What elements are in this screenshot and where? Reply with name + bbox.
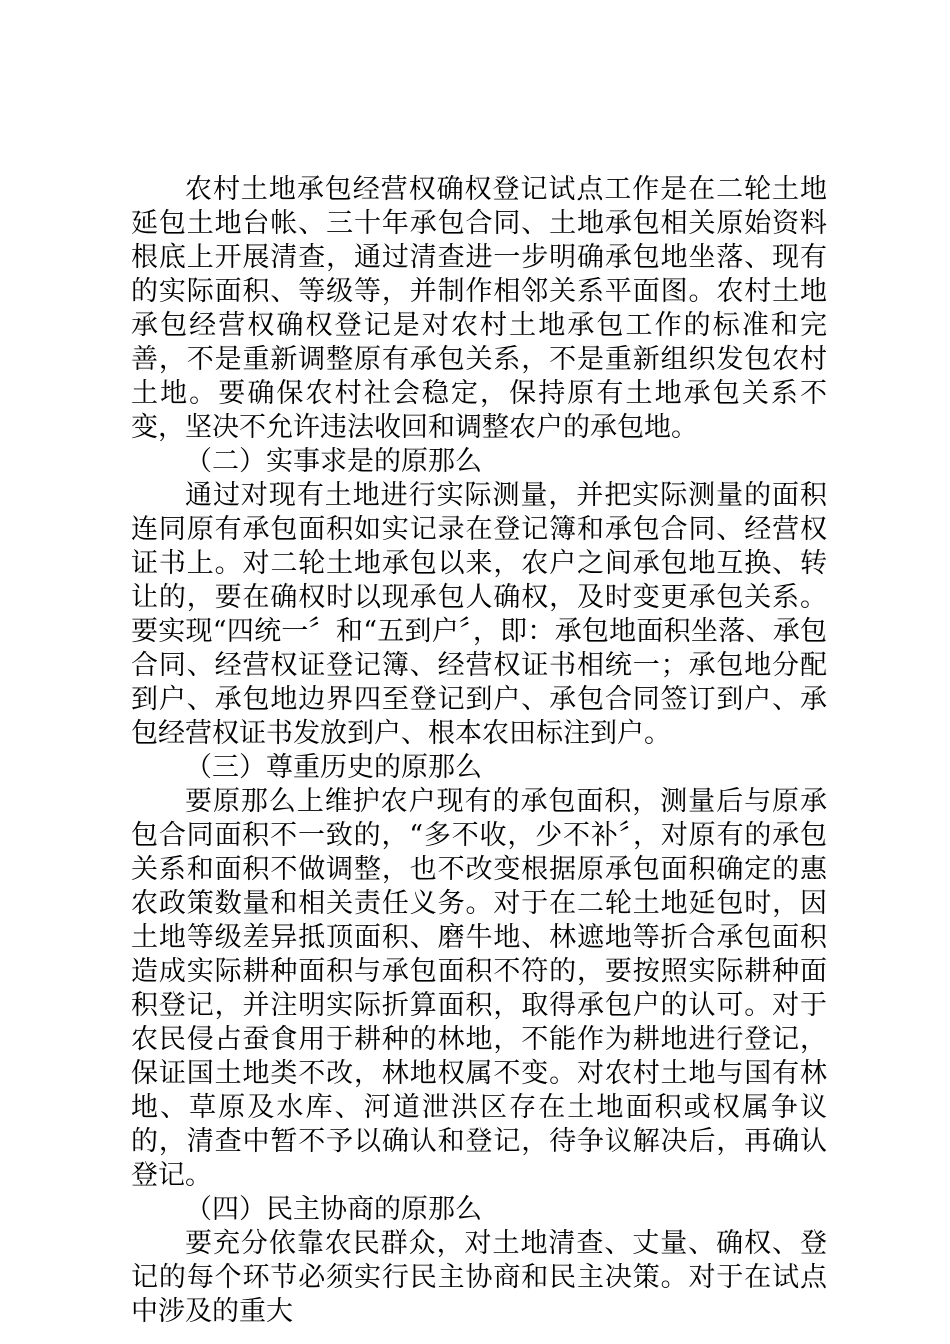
section-heading-3: （三）尊重历史的原那么 xyxy=(185,752,482,783)
document-page xyxy=(131,173,827,1329)
paragraph-section-2: 通过对现有土地进行实际测量，并把实际测量的面积连同原有承包面积如实记录在登记簿和承包合同、经营权证书上。对二轮土地承包以来，农户之间承包地互换、转让的，要在确权时以现承包人确权，及时变更承包关系。要实现“四统一〞和“五到户〞，即：承包地面积坐落、承包合同、经营权证登记簿、经营权证书相统一；承包地分配到户、承包地边界四至登记到户、承包合同签订到户、承包经营权证书发放到户、根本农田标注到户。 xyxy=(131,480,827,749)
section-heading-4: （四）民主协商的原那么 xyxy=(185,1194,482,1225)
section-heading-2: （二）实事求是的原那么 xyxy=(185,446,482,477)
paragraph-section-4: 要充分依靠农民群众，对土地清查、丈量、确权、登记的每个环节必须实行民主协商和民主决策。对于在试点中涉及的重大 xyxy=(131,1228,827,1327)
paragraph-intro: 农村土地承包经营权确权登记试点工作是在二轮土地延包土地台帐、三十年承包合同、土地承包相关原始资料根底上开展清查，通过清查进一步明确承包地坐落、现有的实际面积、等级等，并制作相邻关系平面图。农村土地承包经营权确权登记是对农村土地承包工作的标准和完善，不是重新调整原有承包关系，不是重新组织发包农村土地。要确保农村社会稳定，保持原有土地承包关系不变，坚决不允许违法收回和调整农户的承包地。 xyxy=(131,174,827,443)
paragraph-section-3: 要原那么上维护农户现有的承包面积，测量后与原承包合同面积不一致的，“多不收，少不补〞，对原有的承包关系和面积不做调整，也不改变根据原承包面积确定的惠农政策数量和相关责任义务。对于在二轮土地延包时，因土地等级差异抵顶面积、磨牛地、林遮地等折合承包面积造成实际耕种面积与承包面积不符的，要按照实际耕种面积登记，并注明实际折算面积，取得承包户的认可。对于农民侵占蚕食用于耕种的林地，不能作为耕地进行登记，保证国土地类不改，林地权属不变。对农村土地与国有林地、草原及水库、河道泄洪区存在土地面积或权属争议的，清查中暂不予以确认和登记，待争议解决后，再确认登记。 xyxy=(131,786,827,1191)
